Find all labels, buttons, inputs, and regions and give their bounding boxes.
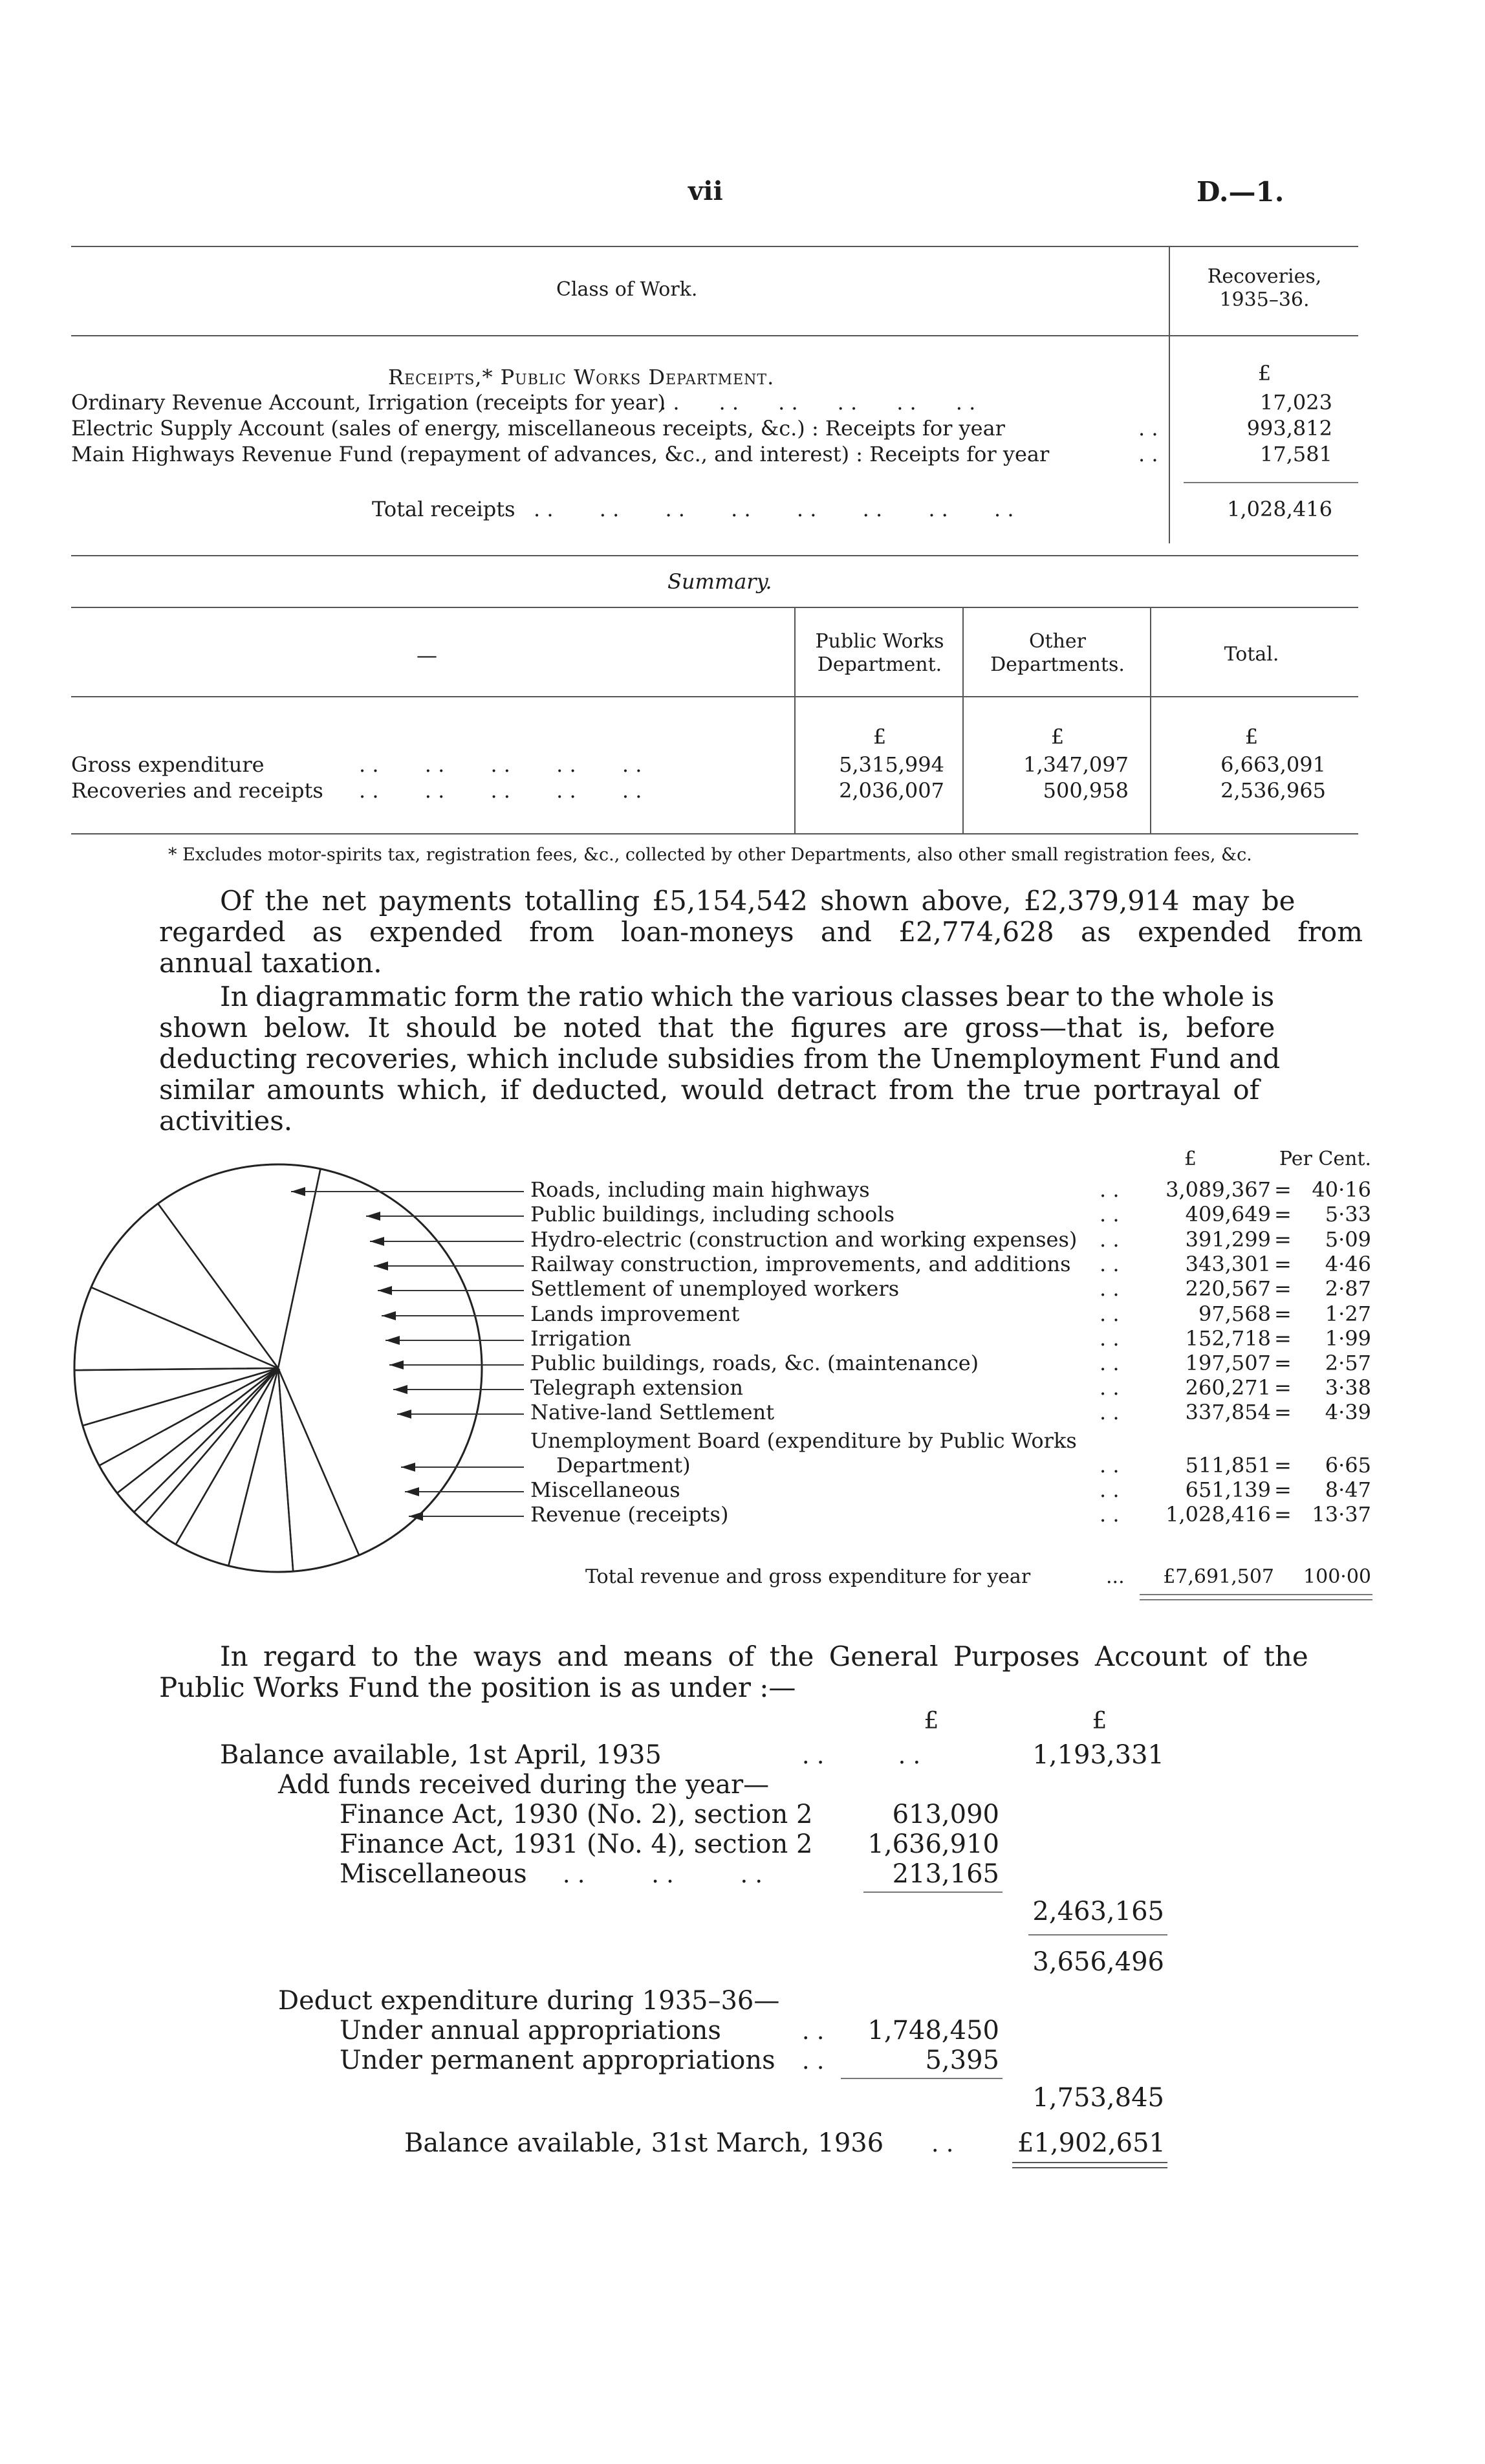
- legend-percent: 8·47: [1325, 1477, 1371, 1502]
- legend-label: Hydro-electric (construction and working expenses): [530, 1227, 1078, 1252]
- pie-slice: [74, 1368, 278, 1426]
- opening-balance-value: 1,193,331: [1032, 1740, 1164, 1770]
- summary-column-divider: [1150, 607, 1151, 833]
- receipts-row-label: Electric Supply Account (sales of energy, miscellaneous receipts, &c.) : Receipts for year: [71, 416, 1005, 441]
- legend-equals: =: [1274, 1202, 1292, 1227]
- column-header-public-works: Public Works Department.: [815, 630, 944, 676]
- funds-row-label: Miscellaneous: [340, 1859, 527, 1889]
- closing-balance-label: Balance available, 31st March, 1936: [404, 2128, 884, 2158]
- paragraph-line: Public Works Fund the position is as under :—: [159, 1672, 796, 1703]
- legend-amount: 1,028,416: [1165, 1502, 1271, 1527]
- legend-percent: 4·39: [1325, 1400, 1371, 1424]
- legend-amount: 152,718: [1185, 1326, 1271, 1351]
- pie-slice: [91, 1204, 278, 1368]
- legend-arrow: [385, 1336, 400, 1345]
- summary-column-divider: [794, 607, 796, 833]
- column-header-other-departments: Other Departments.: [990, 630, 1125, 676]
- legend-arrow: [378, 1286, 392, 1295]
- leader-dots: . .: [1100, 1252, 1120, 1276]
- leader-dots: . . . . . . . . . .: [359, 778, 642, 803]
- total-double-rule: [1140, 1599, 1372, 1600]
- legend-equals: =: [1274, 1453, 1292, 1477]
- leader-dots: . .: [1100, 1351, 1120, 1375]
- column-header-class-of-work: Class of Work.: [556, 278, 698, 301]
- leader-dots: . .: [1100, 1202, 1120, 1227]
- summary-column-divider: [962, 607, 964, 833]
- receipts-total-value: 1,028,416: [1227, 497, 1332, 521]
- legend-equals: =: [1274, 1276, 1292, 1301]
- leader-dots: . . . . . . . . . . . . . . . .: [534, 497, 1014, 521]
- funds-row-value: 613,090: [892, 1800, 999, 1829]
- deduction-row-value: 5,395: [925, 2045, 999, 2075]
- deduction-row-value: 1,748,450: [867, 2016, 999, 2045]
- table-bottom-rule: [71, 555, 1358, 556]
- funds-row-value: 1,636,910: [867, 1829, 999, 1859]
- legend-percent: 2·87: [1325, 1276, 1371, 1301]
- legend-arrow: [291, 1187, 305, 1196]
- paragraph-line: activities.: [159, 1105, 293, 1137]
- legend-percent: 6·65: [1325, 1453, 1371, 1477]
- leader-dots: . .: [1138, 442, 1158, 466]
- leader-dots: . .: [1100, 1276, 1120, 1301]
- pie-slice: [74, 1287, 278, 1370]
- legend-equals: =: [1274, 1227, 1292, 1252]
- legend-amount: 651,139: [1185, 1477, 1271, 1502]
- currency-column-1: £: [924, 1708, 939, 1734]
- receipts-currency-symbol: £: [1257, 361, 1272, 386]
- legend-arrow: [374, 1261, 388, 1270]
- pie-slice: [134, 1368, 278, 1523]
- legend-label: Native-land Settlement: [530, 1400, 775, 1424]
- summary-currency-other: £: [1050, 725, 1065, 749]
- funds-row-value: 213,165: [892, 1859, 999, 1889]
- legend-equals: =: [1274, 1252, 1292, 1276]
- legend-arrow: [401, 1463, 415, 1472]
- summary-title: Summary.: [667, 569, 772, 594]
- currency-column-2: £: [1092, 1708, 1107, 1734]
- legend-label: Miscellaneous: [530, 1477, 680, 1502]
- funds-row-label: Finance Act, 1930 (No. 2), section 2: [340, 1800, 813, 1829]
- summary-row-label: Gross expenditure: [71, 752, 265, 777]
- total-double-rule: [1140, 1594, 1372, 1595]
- legend-equals: =: [1274, 1351, 1292, 1375]
- legend-equals: =: [1274, 1302, 1292, 1326]
- legend-percent: 1·99: [1325, 1326, 1371, 1351]
- total-rule: [1184, 482, 1358, 483]
- paragraph-line: regarded as expended from loan-moneys and £2,774,628 as expended from: [159, 916, 1363, 948]
- summary-bottom-rule: [71, 833, 1358, 834]
- sum-rule: [841, 2078, 1003, 2079]
- paragraph-line: shown below. It should be noted that the figures are gross—that is, before: [159, 1012, 1275, 1043]
- total-double-rule: [1012, 2167, 1167, 2168]
- legend-label: Telegraph extension: [530, 1375, 744, 1400]
- receipts-section-title: Receipts,* Public Works Department.: [388, 365, 775, 389]
- legend-equals: =: [1274, 1375, 1292, 1400]
- leader-dots: . . . . . . . . . . . .: [660, 390, 976, 415]
- pie-slice: [117, 1368, 278, 1512]
- legend-arrow: [405, 1487, 419, 1496]
- summary-currency-total: £: [1244, 725, 1259, 749]
- paragraph-line: In regard to the ways and means of the General Purposes Account of the: [220, 1641, 1308, 1672]
- leader-dots: . .: [1100, 1302, 1120, 1326]
- column-header-total: Total.: [1224, 643, 1279, 666]
- table-top-rule: [71, 246, 1358, 247]
- closing-balance-value: £1,902,651: [1017, 2128, 1165, 2158]
- paragraph-line: Of the net payments totalling £5,154,542 shown above, £2,379,914 may be: [220, 885, 1295, 917]
- receipts-row-value: 17,581: [1260, 442, 1332, 466]
- legend-percent: 4·46: [1325, 1252, 1371, 1276]
- summary-value-pwd: 2,036,007: [839, 778, 944, 803]
- opening-balance-label: Balance available, 1st April, 1935: [220, 1740, 662, 1770]
- funds-total-value: 2,463,165: [1032, 1897, 1164, 1926]
- legend-amount: 220,567: [1185, 1276, 1271, 1301]
- legend-amount: 337,854: [1185, 1400, 1271, 1424]
- total-double-rule: [1012, 2162, 1167, 2163]
- summary-value-pwd: 5,315,994: [839, 752, 944, 777]
- legend-label: Public buildings, including schools: [530, 1202, 895, 1227]
- legend-amount: 97,568: [1198, 1302, 1271, 1326]
- leader-dots: . .: [1100, 1477, 1120, 1502]
- legend-percent: 3·38: [1325, 1375, 1371, 1400]
- deduction-row-label: Under permanent appropriations: [340, 2045, 775, 2075]
- legend-amount: 409,649: [1185, 1202, 1271, 1227]
- legend-amount: 343,301: [1185, 1252, 1271, 1276]
- deductions-total-value: 1,753,845: [1032, 2083, 1164, 2113]
- legend-percent: 13·37: [1312, 1502, 1371, 1527]
- summary-value-total: 6,663,091: [1220, 752, 1326, 777]
- legend-percent: 5·09: [1325, 1227, 1371, 1252]
- sum-rule: [1028, 1934, 1167, 1935]
- legend-equals: =: [1274, 1177, 1292, 1202]
- deduct-heading: Deduct expenditure during 1935–36—: [278, 1986, 780, 2016]
- summary-value-other: 500,958: [1043, 778, 1129, 803]
- leader-dots: . .: [1100, 1227, 1120, 1252]
- pie-slice: [176, 1368, 278, 1566]
- chart-total-label: Total revenue and gross expenditure for year: [585, 1565, 1031, 1588]
- paragraph-line: In diagrammatic form the ratio which the various classes bear to the whole is: [220, 981, 1275, 1012]
- leader-dots: . .: [1138, 416, 1158, 441]
- leader-dots: . .: [1100, 1453, 1120, 1477]
- legend-percent: 1·27: [1325, 1302, 1371, 1326]
- deduction-row-label: Under annual appropriations: [340, 2016, 721, 2045]
- legend-percent: 2·57: [1325, 1351, 1371, 1375]
- leader-dots: . .: [1100, 1375, 1120, 1400]
- legend-amount: 391,299: [1185, 1227, 1271, 1252]
- receipts-total-label: Total receipts: [372, 497, 515, 521]
- paragraph-line: similar amounts which, if deducted, would detract from the true portrayal of: [159, 1074, 1260, 1106]
- legend-amount: 511,851: [1185, 1453, 1271, 1477]
- summary-value-total: 2,536,965: [1220, 778, 1326, 803]
- legend-label: Roads, including main highways: [530, 1177, 870, 1202]
- legend-amount: 3,089,367: [1165, 1177, 1271, 1202]
- leader-dots: . .: [1100, 1326, 1120, 1351]
- leader-dots: . .: [802, 2048, 825, 2075]
- sum-rule: [863, 1892, 1003, 1893]
- legend-arrow: [366, 1212, 380, 1221]
- table-column-divider: [1169, 246, 1170, 543]
- page-number: vii: [688, 176, 723, 206]
- legend-amount: 260,271: [1185, 1375, 1271, 1400]
- funds-row-label: Finance Act, 1931 (No. 4), section 2: [340, 1829, 813, 1859]
- legend-percent: 40·16: [1312, 1177, 1371, 1202]
- leader-dots: . . . . . .: [563, 1862, 763, 1888]
- leader-dots: . . . . . . . . . .: [359, 752, 642, 777]
- receipts-row-label: Ordinary Revenue Account, Irrigation (receipts for year): [71, 390, 666, 415]
- summary-top-rule: [71, 607, 1358, 608]
- document-reference: D.—1.: [1197, 176, 1284, 208]
- legend-amount: 197,507: [1185, 1351, 1271, 1375]
- legend-arrow: [370, 1237, 384, 1246]
- legend-label: Lands improvement: [530, 1302, 740, 1326]
- legend-label: Settlement of unemployed workers: [530, 1276, 900, 1301]
- receipts-row-label: Main Highways Revenue Fund (repayment of advances, &c., and interest) : Receipts for year: [71, 442, 1050, 466]
- legend-label: Department): [556, 1453, 691, 1477]
- summary-row-label: Recoveries and receipts: [71, 778, 323, 803]
- leader-dots: . . . .: [802, 1743, 921, 1769]
- table-header-rule: [71, 335, 1358, 336]
- legend-equals: =: [1274, 1326, 1292, 1351]
- paragraph-line: deducting recoveries, which include subsidies from the Unemployment Fund and: [159, 1043, 1281, 1074]
- footnote: * Excludes motor-spirits tax, registration fees, &c., collected by other Departments, also other small registration fees, &c.: [168, 845, 1252, 865]
- legend-arrow: [397, 1410, 411, 1419]
- chart-total-percent: 100·00: [1303, 1565, 1371, 1588]
- receipts-row-value: 17,023: [1260, 390, 1332, 415]
- legend-percent: 5·33: [1325, 1202, 1371, 1227]
- leader-dots: . .: [1100, 1177, 1120, 1202]
- receipts-row-value: 993,812: [1246, 416, 1332, 441]
- legend-label: Unemployment Board (expenditure by Public Works: [530, 1428, 1077, 1453]
- legend-label: Railway construction, improvements, and additions: [530, 1252, 1071, 1276]
- legend-label: Public buildings, roads, &c. (maintenance): [530, 1351, 979, 1375]
- chart-total-amount: £7,691,507: [1163, 1565, 1274, 1588]
- column-header-recoveries: Recoveries, 1935–36.: [1207, 265, 1322, 311]
- leader-dots: . .: [1100, 1400, 1120, 1424]
- subtotal-value: 3,656,496: [1032, 1947, 1164, 1977]
- summary-blank-header: —: [417, 643, 437, 668]
- legend-unit-header: £: [1184, 1148, 1197, 1170]
- legend-equals: =: [1274, 1502, 1292, 1527]
- legend-label: Revenue (receipts): [530, 1502, 729, 1527]
- legend-arrow: [382, 1311, 396, 1320]
- legend-percent-header: Per Cent.: [1279, 1148, 1371, 1170]
- legend-equals: =: [1274, 1400, 1292, 1424]
- pie-slice: [158, 1164, 320, 1368]
- leader-dots: ...: [1106, 1565, 1125, 1588]
- legend-arrow: [389, 1360, 404, 1369]
- paragraph-line: annual taxation.: [159, 947, 382, 979]
- add-funds-heading: Add funds received during the year—: [278, 1770, 770, 1800]
- summary-value-other: 1,347,097: [1023, 752, 1129, 777]
- summary-header-rule: [71, 696, 1358, 697]
- leader-dots: . .: [802, 2018, 825, 2045]
- leader-dots: . .: [931, 2131, 954, 2157]
- legend-equals: =: [1274, 1477, 1292, 1502]
- legend-label: Irrigation: [530, 1326, 631, 1351]
- summary-currency-pwd: £: [873, 725, 887, 749]
- leader-dots: . .: [1100, 1502, 1120, 1527]
- legend-arrow: [393, 1385, 407, 1394]
